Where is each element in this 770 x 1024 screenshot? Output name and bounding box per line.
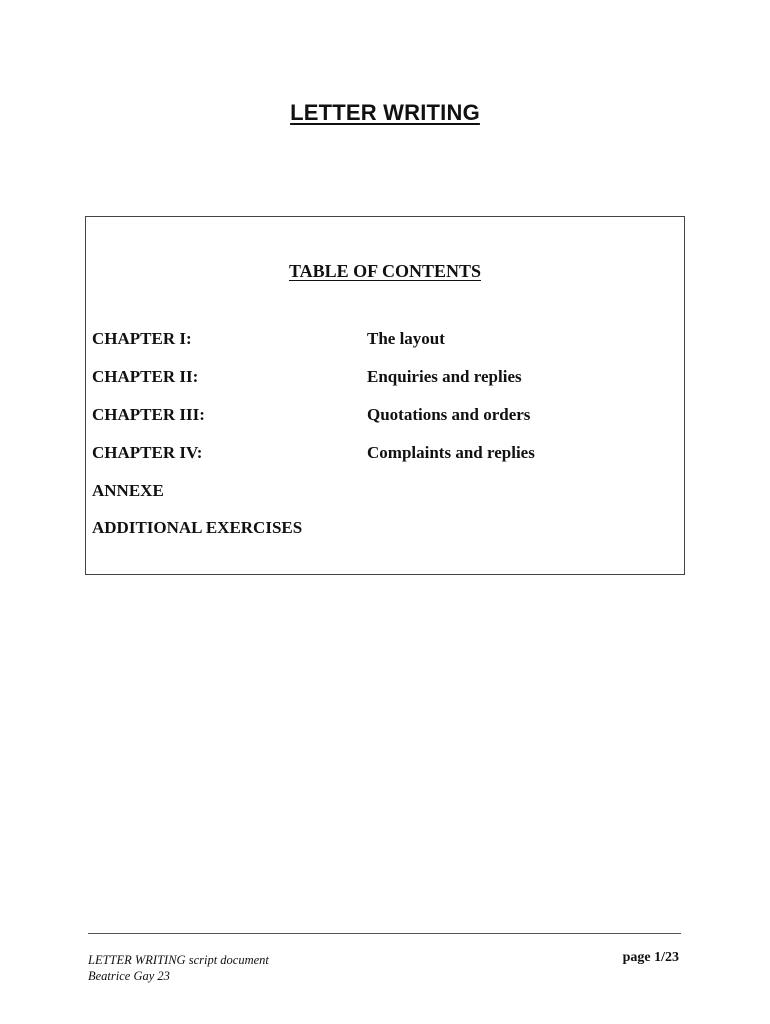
toc-entry-title: Complaints and replies — [367, 443, 535, 462]
toc-entry-title: Enquiries and replies — [367, 367, 522, 386]
toc-entry-label: ANNEXE — [92, 481, 164, 500]
toc-entry-label: CHAPTER III: — [92, 405, 205, 424]
toc-entry-title: Quotations and orders — [367, 405, 531, 424]
toc-entry-label: CHAPTER IV: — [92, 443, 203, 462]
toc-entry-label: CHAPTER II: — [92, 367, 199, 386]
footer-author: Beatrice Gay 23 — [88, 969, 170, 983]
page-title: LETTER WRITING — [290, 100, 480, 125]
page-number: page 1/23 — [622, 950, 679, 965]
toc-entry-title: The layout — [367, 329, 445, 348]
footer-info — [88, 952, 269, 984]
footer-doc-name: LETTER WRITING script document — [88, 953, 269, 967]
toc-entry-label: ADDITIONAL EXERCISES — [92, 518, 303, 537]
toc-entry-label: CHAPTER I: — [92, 329, 192, 348]
footer-divider — [88, 933, 681, 934]
table-of-contents-box — [85, 216, 685, 575]
toc-heading: TABLE OF CONTENTS — [288, 261, 482, 281]
